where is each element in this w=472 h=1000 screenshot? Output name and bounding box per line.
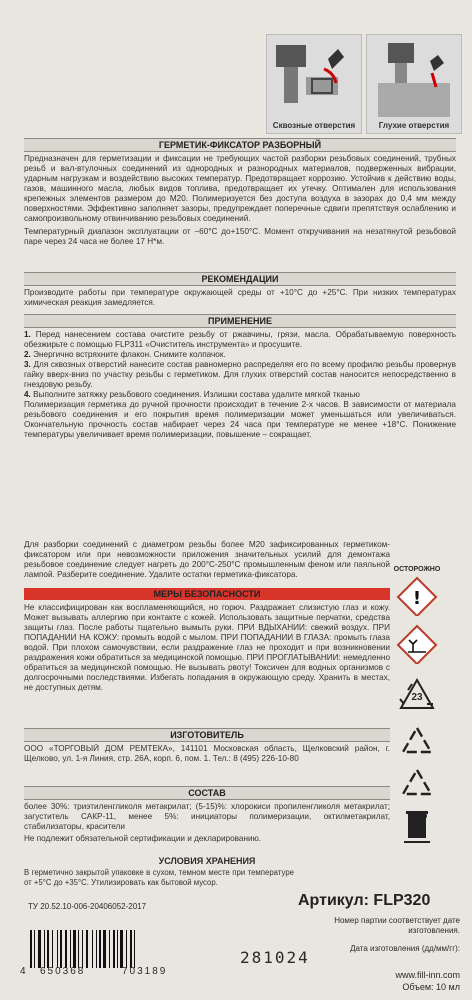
barcode (18, 930, 208, 980)
temperature-text: Температурный диапазон эксплуатации от −60°С до+150°С. Момент откручивания на незатянутой резьбовой паре через 24 часа не более 17 Н*м. (24, 227, 456, 246)
disassembly-text: Для разборки соединений с диаметром резьбы более М20 зафиксированных герметиком-фиксатором или при невозможности приложения значительных усилий для демонтажа резьбовое соединение следует нагреть до 200°С-250°С промышленным феном или паяльной лампой. Разберите соединение. Удалите остатки герметика-фиксатора. (24, 540, 390, 579)
barcode-bar (86, 930, 88, 968)
barcode-bar (113, 930, 115, 968)
barcode-bar (65, 930, 67, 968)
composition-text: более 30%: триэтиленгликоля метакрилат; (5-15)%: хлорокиси пропиленгликоля метакрилат; загуститель САКР-11, менее 5%: инициаторы полимеризации, октилметакрилат, стабилизаторы, красители (24, 802, 390, 831)
barcode-bar (57, 930, 58, 968)
step-2: 2. Энергично встряхните флакон. Снимите колпачок. (24, 350, 226, 359)
composition-heading: СОСТАВ (24, 786, 390, 800)
blind-holes-caption: Глухие отверстия (378, 121, 450, 130)
barcode-bar (52, 930, 53, 968)
application-heading: ПРИМЕНЕНИЕ (24, 314, 456, 328)
storage-text: В герметично закрытой упаковке в сухом, темном месте при температуре от +5°С до +35°С. Утилизировать как бытовой мусор. (24, 868, 294, 887)
barcode-bar (30, 930, 32, 968)
svg-text:!: ! (412, 588, 422, 609)
intro-text: Предназначен для герметизации и фиксации не требующих частой разборки резьбовых соединений, трубных резьб и вал-втулочных соединений из однородных и разнородных материалов, подверженных вибрации, ударным нагрузкам и воздействию высоких температур. Предотвращает коррозию. Устойчив к действию воды, газов, машинного масла, любых видов топлива, предотвращает их утечку. Оптимален для использования крепежных элементов размером до М20. Полимеризуется без доступа воздуха в зазорах до 0,4 мм между поверхностями. Эффективно заполняет зазоры, предупреждает поперечные сдвиги препятствуя ослаблению и самопроизвольному отвинчиванию резьбовых соединений. (24, 154, 456, 223)
barcode-bar (38, 930, 41, 968)
barcode-digit-1: 4 (20, 966, 26, 977)
safety-heading: МЕРЫ БЕЗОПАСНОСТИ (24, 588, 390, 600)
storage-heading: УСЛОВИЯ ХРАНЕНИЯ (158, 856, 256, 866)
through-hole-bolt-icon (268, 39, 362, 119)
barcode-bar (126, 930, 127, 968)
product-title: ГЕРМЕТИК-ФИКСАТОР РАЗБОРНЫЙ (24, 138, 456, 152)
barcode-bar (117, 930, 118, 968)
intro-block (24, 154, 456, 270)
date-label: Дата изготовления (дд/мм/гг): (350, 944, 460, 953)
barcode-bar (47, 930, 49, 968)
manufacturer-text: ООО «ТОРГОВЫЙ ДОМ РЕМТЕКА», 141101 Московская область, Щелковский район, г. Щелково, ул. 1-я Линия, стр. 26А, корп. 6, пом. 1. Тел.: 8 (495) 226-10-80 (24, 744, 390, 763)
step-3: 3. Для сквозных отверстий нанесите состав равномерно распределяя его по всему профилю резьбы провернув гайку вверх-вниз по участку резьбы с герметиком. Для глухих отверстий состав наносится непосредственно в гнездовую резьбу. (24, 360, 456, 389)
barcode-bar (34, 930, 35, 968)
caution-label: ОСТОРОЖНО (393, 566, 441, 573)
through-holes-pictogram (266, 34, 362, 134)
manufacturer-heading: ИЗГОТОВИТЕЛЬ (24, 728, 390, 742)
safety-text: Не классифицирован как воспламеняющийся, но горюч. Раздражает слизистую глаз и кожу. Может вызывать аллергию при контакте с кожей. Использовать защитные перчатки, средства защиты глаз. После работы тщательно вымыть руки. ПРИ ВДЫХАНИИ: свежий воздух. ПРИ ПОПАДАНИИ НА КОЖУ: промыть водой с мылом. ПРИ ПОПАДАНИИ В ГЛАЗА: промыть глаза водой. При плохом самочувствии, если раздражение глаз не проходит и при возникновении раздражения кожи обратиться за медицинской помощью. ПРИ ПРОГЛАТЫВАНИИ: немедленно обратиться за медицинской помощью. Не вызывать рвоту! Токсичен для водных организмов с долгосрочными последствиями. Избегать попадания в окружающую среду. Хранить в местах, не доступных детям. (24, 603, 390, 692)
health-hazard-icon (396, 576, 438, 616)
mobius-recycle-icon-2 (396, 764, 438, 804)
barcode-bar (60, 930, 62, 968)
application-steps (24, 330, 456, 476)
mobius-recycle-icon (396, 722, 438, 762)
barcode-bars (30, 930, 200, 968)
barcode-bar (109, 930, 110, 968)
barcode-bar (96, 930, 97, 968)
barcode-bar (70, 930, 71, 968)
blind-holes-pictogram (366, 34, 462, 134)
through-holes-caption: Сквозные отверстия (272, 121, 356, 130)
barcode-bar (73, 930, 76, 968)
trash-bin-icon (396, 806, 438, 846)
batch-note: Номер партии соответствует дате изготовления. (334, 916, 460, 935)
barcode-digits-3: 703189 (122, 966, 168, 977)
environment-hazard-icon (396, 624, 438, 664)
polymerization-text: Полимеризация герметика до ручной прочности происходит в течение 2-х часов. В зависимости от материала резьбового соединения и его покрытия время полимеризации может уменьшаться или увеличиваться. Окончательную прочность состав набирает через 24 часа при температуре не менее +18°С. Понижение температуры увеличивает время полимеризации, повышение – сокращает. (24, 400, 456, 439)
barcode-bar (103, 930, 106, 968)
barcode-bar (134, 930, 135, 968)
blind-hole-bolt-icon (368, 39, 462, 119)
website: www.fill-inn.com (395, 970, 460, 980)
barcode-digits-2: 650368 (40, 966, 86, 977)
barcode-bar (82, 930, 83, 968)
composition-note: Не подлежит обязательной сертификации и декларированию. (24, 834, 261, 843)
barcode-bar (78, 930, 79, 968)
date-value: 281024 (240, 948, 310, 967)
barcode-bar (120, 930, 123, 968)
composition-block (24, 802, 390, 848)
volume: Объем: 10 мл (402, 982, 460, 992)
barcode-bar (92, 930, 93, 968)
barcode-bar (130, 930, 132, 968)
barcode-bar (44, 930, 45, 968)
step-1: 1. Перед нанесением состава очистите резьбу от ржавчины, грязи, масла. Обрабатываемую поверхность обезжирьте с помощью FLP311 «Очиститель инструмента» и просушите. (24, 330, 456, 349)
barcode-bar (99, 930, 101, 968)
step-4: 4. Выполните затяжку резьбового соединения. Излишки состава удалите мягкой тканью (24, 390, 360, 399)
recycle-code: 23 (411, 692, 423, 703)
recommendations-text: Производите работы при температуре окружающей среды от +10°С до +25°С. При низких температурах химическая реакция замедляется. (24, 288, 456, 307)
tu-number: ТУ 20.52.10-006-20406052-2017 (28, 902, 147, 911)
article-number: Артикул: FLP320 (298, 892, 431, 909)
recommendations-heading: РЕКОМЕНДАЦИИ (24, 272, 456, 286)
